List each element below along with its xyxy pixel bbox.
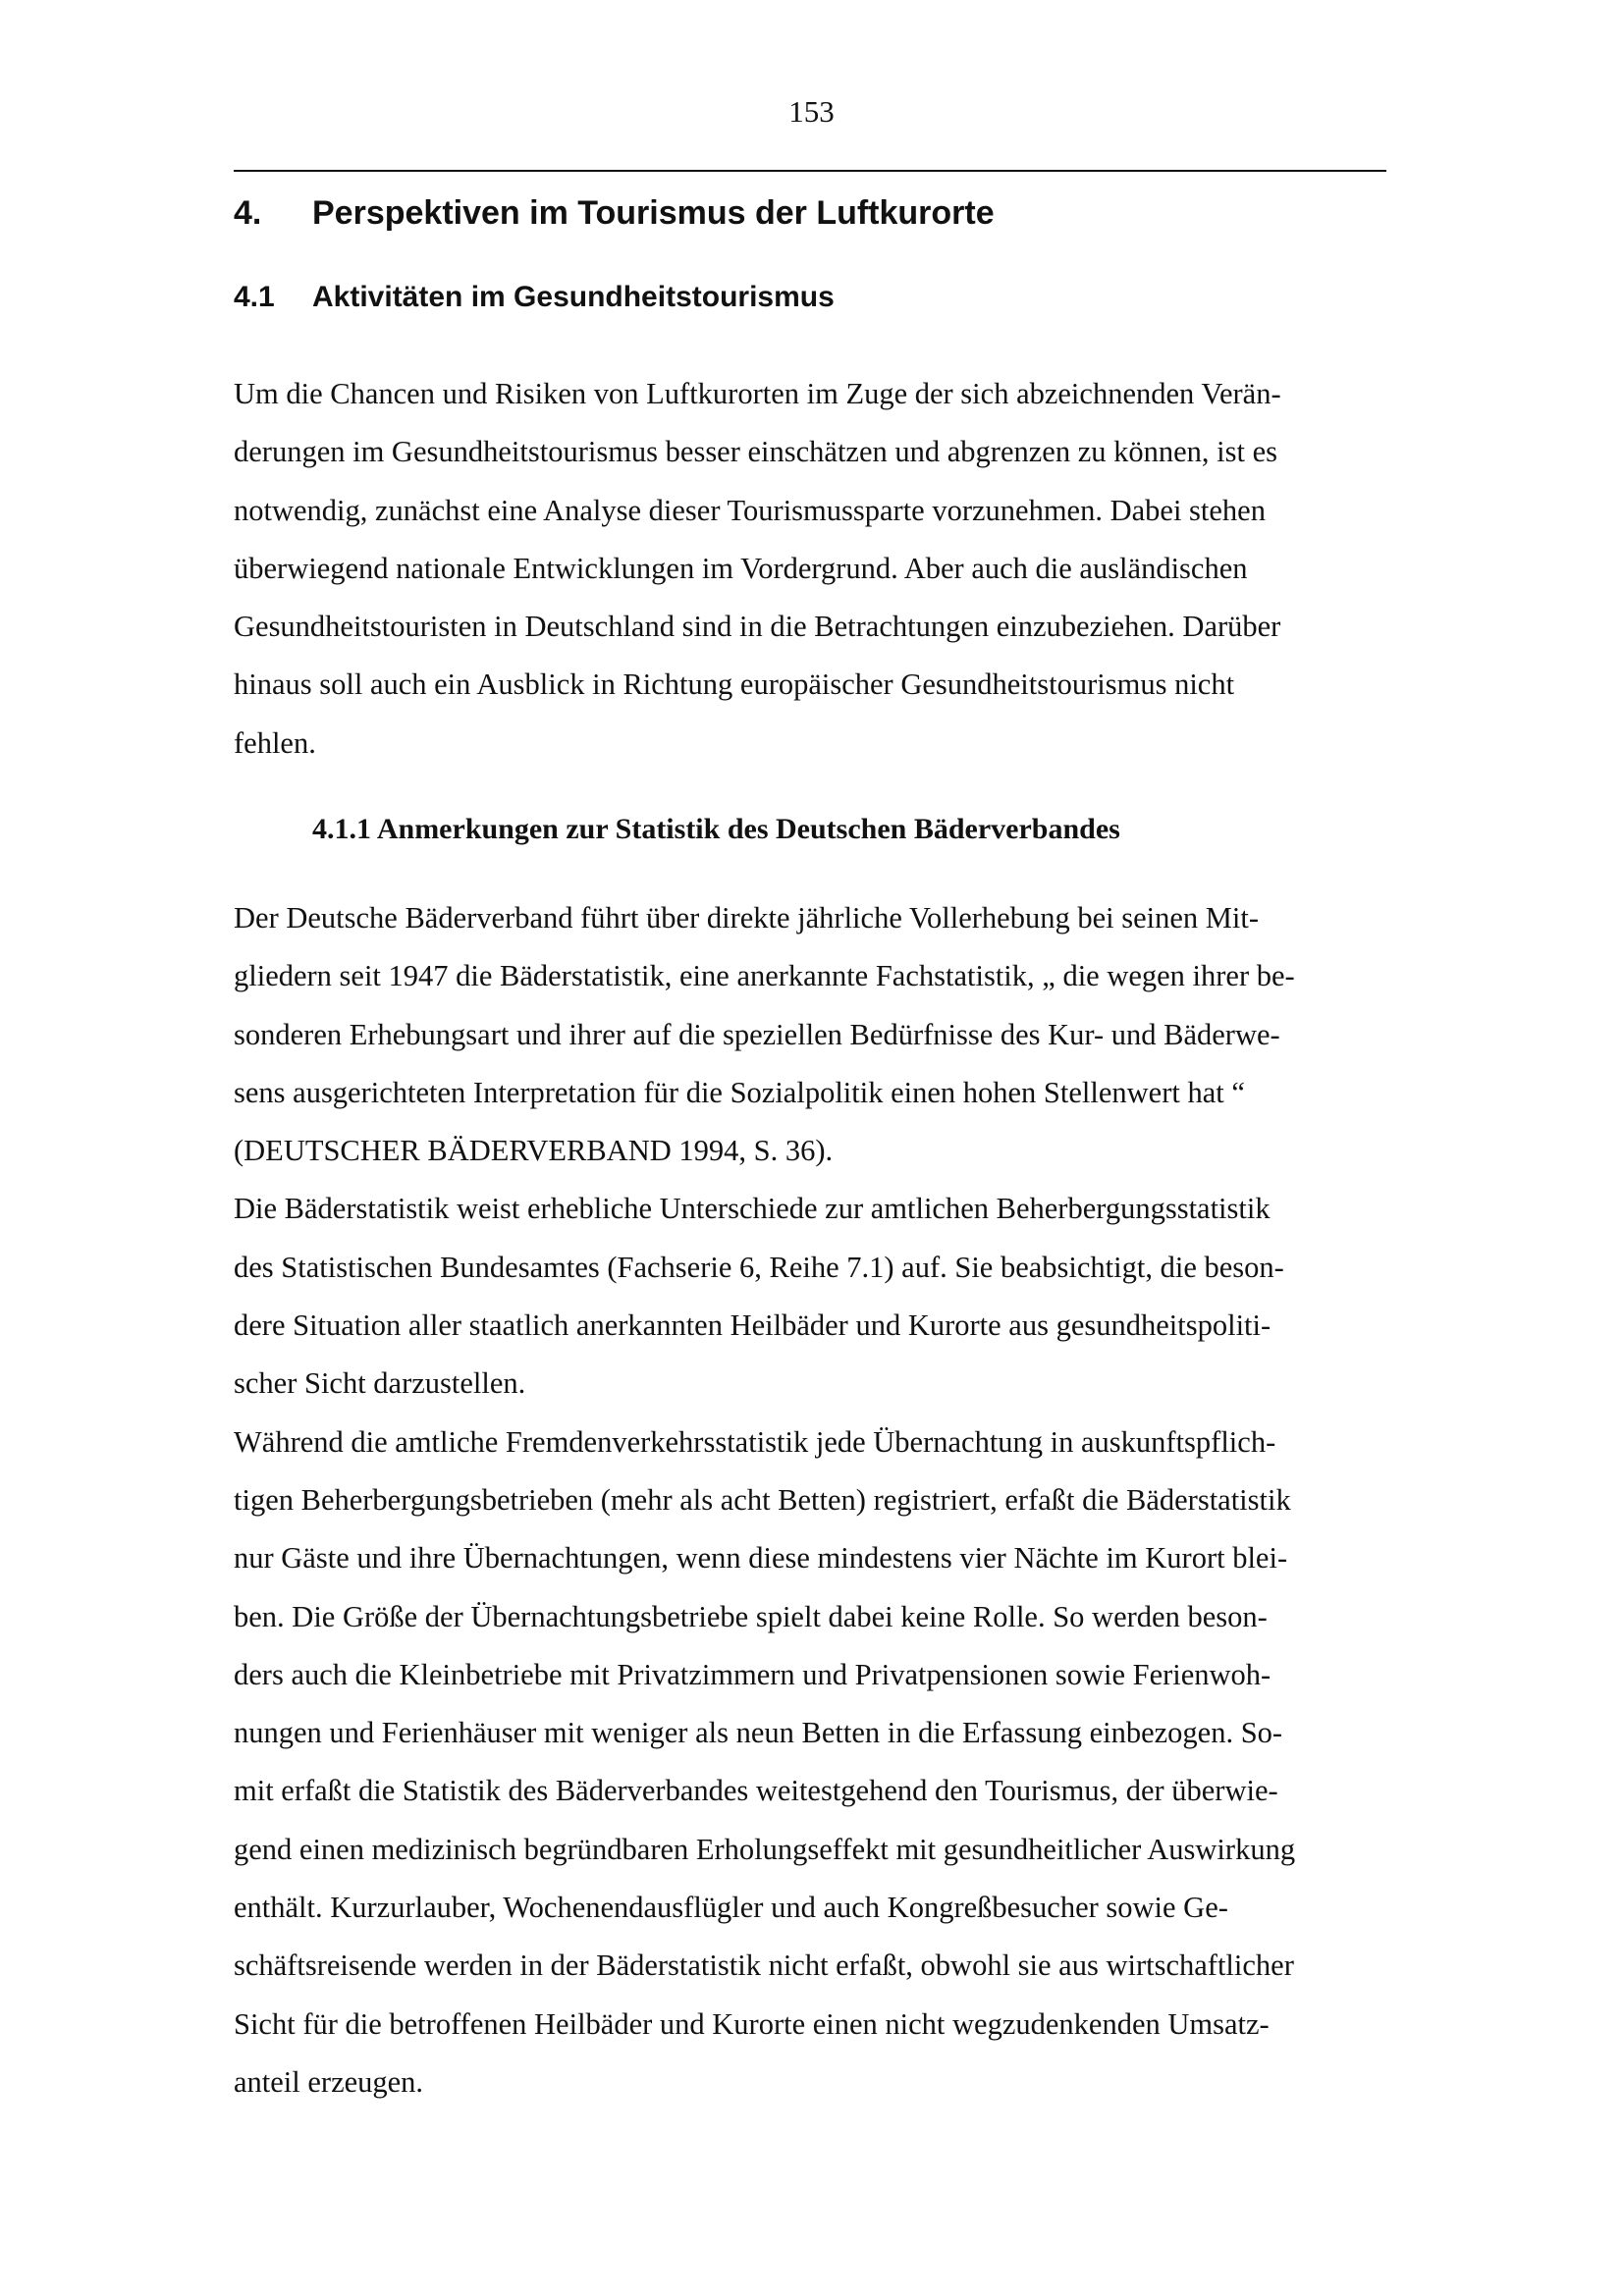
subsection-heading: 4.1.1 Anmerkungen zur Statistik des Deutschen Bäderverbandes — [312, 813, 1120, 845]
text-line: ben. Die Größe der Übernachtungsbetriebe spielt dabei keine Rolle. So werden beson- — [234, 1599, 1268, 1633]
chapter-number: 4. — [234, 194, 262, 232]
header-rule — [234, 170, 1386, 172]
text-line: derungen im Gesundheitstourismus besser einschätzen und abgrenzen zu können, ist es — [234, 435, 1277, 469]
paragraph-statistics — [234, 889, 1295, 2111]
text-line: fehlen. — [234, 725, 316, 760]
text-line: Gesundheitstouristen in Deutschland sind in die Betrachtungen einzubeziehen. Darüber — [234, 610, 1281, 644]
text-line: ders auch die Kleinbetriebe mit Privatzimmern und Privatpensionen sowie Ferienwoh- — [234, 1657, 1271, 1691]
section-number: 4.1 — [234, 281, 275, 313]
text-line: notwendig, zunächst eine Analyse dieser Tourismussparte vorzunehmen. Dabei stehen — [234, 493, 1266, 527]
text-line: mit erfaßt die Statistik des Bäderverbandes weitestgehend den Tourismus, der überwie- — [234, 1774, 1278, 1808]
text-line: des Statistischen Bundesamtes (Fachserie 6, Reihe 7.1) auf. Sie beabsichtigt, die beson- — [234, 1250, 1284, 1284]
text-line: scher Sicht darzustellen. — [234, 1366, 526, 1401]
page-number: 153 — [788, 94, 835, 129]
paragraph-intro — [234, 365, 1281, 773]
text-line: (DEUTSCHER BÄDERVERBAND 1994, S. 36). — [234, 1134, 834, 1168]
chapter-title: Perspektiven im Tourismus der Luftkurorte — [312, 194, 995, 232]
text-line: überwiegend nationale Entwicklungen im Vordergrund. Aber auch die ausländischen — [234, 551, 1248, 585]
text-line: hinaus soll auch ein Ausblick in Richtung europäischer Gesundheitstourismus nicht — [234, 667, 1235, 702]
text-line: Während die amtliche Fremdenverkehrsstatistik jede Übernachtung in auskunftspflich- — [234, 1424, 1276, 1459]
text-line: tigen Beherbergungsbetrieben (mehr als acht Betten) registriert, erfaßt die Bäderstatistik — [234, 1482, 1291, 1517]
text-line: schäftsreisende werden in der Bäderstatistik nicht erfaßt, obwohl sie aus wirtschaftlicher — [234, 1949, 1294, 1983]
text-line: sens ausgerichteten Interpretation für die Sozialpolitik einen hohen Stellenwert hat “ — [234, 1075, 1245, 1109]
text-line: nungen und Ferienhäuser mit weniger als neun Betten in die Erfassung einbezogen. So- — [234, 1716, 1283, 1750]
text-line: Der Deutsche Bäderverband führt über direkte jährliche Vollerhebung bei seinen Mit- — [234, 901, 1259, 934]
text-line: anteil erzeugen. — [234, 2064, 424, 2099]
text-line: Die Bäderstatistik weist erhebliche Unterschiede zur amtlichen Beherbergungsstatistik — [234, 1192, 1271, 1226]
text-line: gliedern seit 1947 die Bäderstatistik, eine anerkannte Fachstatistik, „ die wegen ihrer be- — [234, 959, 1295, 993]
text-line: sonderen Erhebungsart und ihrer auf die speziellen Bedürfnisse des Kur- und Bäderwe- — [234, 1017, 1280, 1051]
text-line: enthält. Kurzurlauber, Wochenendausflügler und auch Kongreßbesucher sowie Ge- — [234, 1891, 1228, 1925]
section-title: Aktivitäten im Gesundheitstourismus — [312, 281, 835, 313]
text-line: nur Gäste und ihre Übernachtungen, wenn diese mindestens vier Nächte im Kurort blei- — [234, 1541, 1288, 1575]
text-line: gend einen medizinisch begründbaren Erholungseffekt mit gesundheitlicher Auswirkung — [234, 1832, 1296, 1866]
text-line: Um die Chancen und Risiken von Luftkurorten im Zuge der sich abzeichnenden Verän- — [234, 377, 1281, 410]
text-line: dere Situation aller staatlich anerkannten Heilbäder und Kurorte aus gesundheitspoliti- — [234, 1308, 1271, 1343]
chapter-heading — [234, 192, 995, 234]
section-heading — [234, 279, 835, 316]
text-line: Sicht für die betroffenen Heilbäder und Kurorte einen nicht wegzudenkenden Umsatz- — [234, 2006, 1270, 2041]
